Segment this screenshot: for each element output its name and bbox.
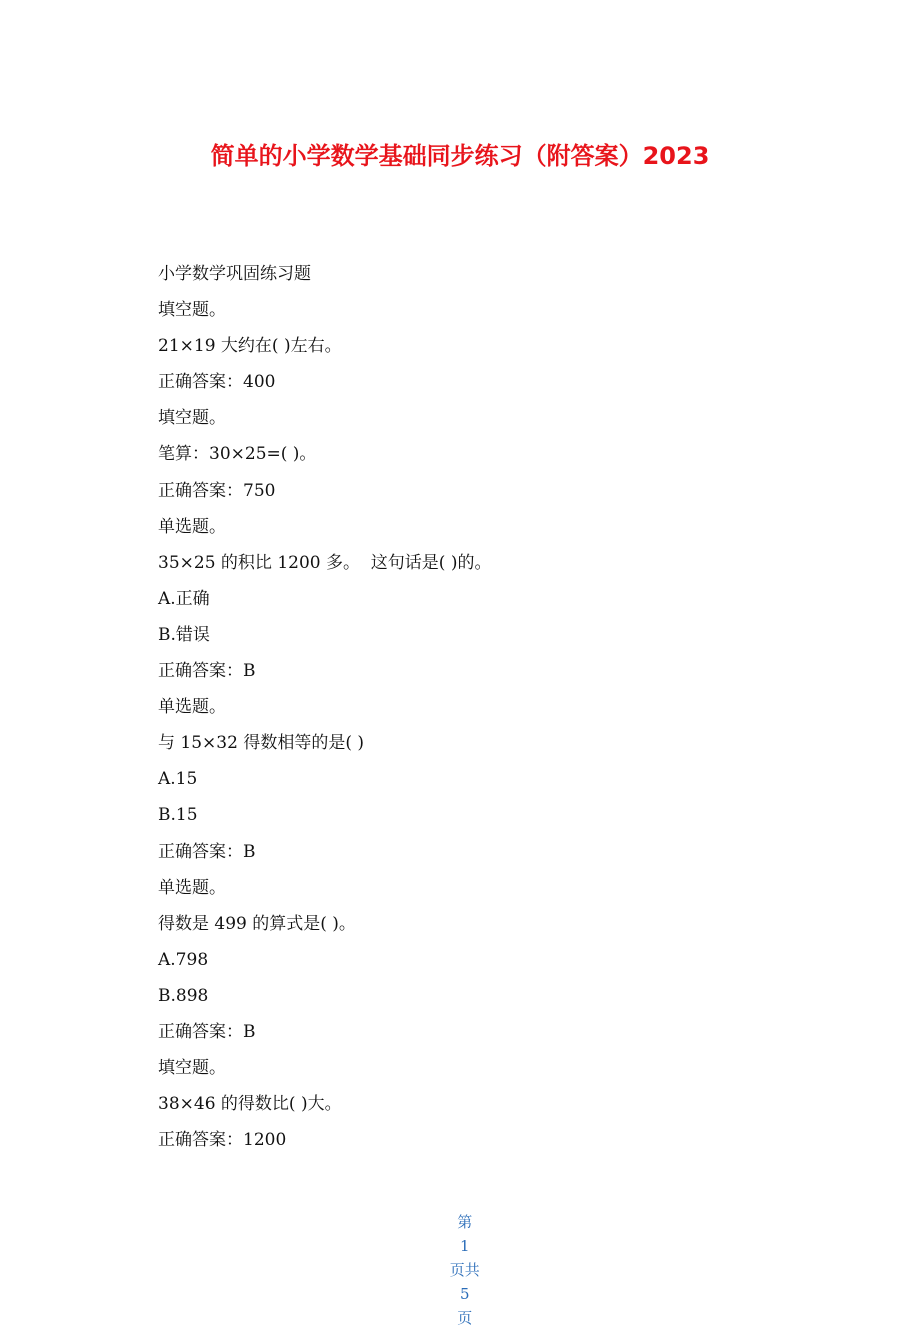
text-line: B.错误	[158, 624, 210, 645]
text-line: B.15	[158, 805, 198, 826]
text-line: 小学数学巩固练习题	[158, 264, 311, 284]
text-line: 填空题。	[158, 408, 226, 429]
text-line: 35×25 的积比 1200 多。 这句话是( )的。	[158, 552, 492, 573]
text-line: 正确答案：B	[158, 1021, 256, 1042]
text-line: 21×19 大约在( )左右。	[158, 336, 342, 357]
text-line: 填空题。	[158, 1058, 226, 1079]
document-body	[158, 256, 798, 1158]
text-line: 38×46 的得数比( )大。	[158, 1094, 342, 1115]
text-line: 正确答案：750	[158, 480, 276, 501]
text-line: 正确答案：B	[158, 661, 256, 682]
text-line: 笔算：30×25=( )。	[158, 444, 317, 465]
text-line: 与 15×32 得数相等的是( )	[158, 733, 364, 754]
text-line: B.898	[158, 985, 209, 1006]
text-line: 正确答案：B	[158, 841, 256, 862]
text-line: A.798	[158, 949, 209, 970]
text-line: 正确答案：1200	[158, 1130, 287, 1151]
text-line: 得数是 499 的算式是( )。	[158, 913, 356, 934]
text-line: 填空题。	[158, 300, 226, 321]
text-line: 正确答案：400	[158, 372, 276, 393]
footer-page-prefix: 第	[457, 1213, 473, 1231]
footer-page-number: 1	[460, 1237, 470, 1255]
text-line: A.正确	[158, 588, 210, 609]
text-line: 单选题。	[158, 697, 226, 718]
document-title: 简单的小学数学基础同步练习（附答案）2023	[210, 142, 710, 170]
text-line: A.15	[158, 769, 198, 790]
footer-page-suffix: 页	[457, 1309, 473, 1327]
text-line: 单选题。	[158, 877, 226, 898]
text-line: 单选题。	[158, 516, 226, 537]
footer-total-pages: 5	[460, 1285, 470, 1303]
footer-page-middle: 页共	[449, 1261, 480, 1279]
page-footer	[0, 1186, 920, 1330]
